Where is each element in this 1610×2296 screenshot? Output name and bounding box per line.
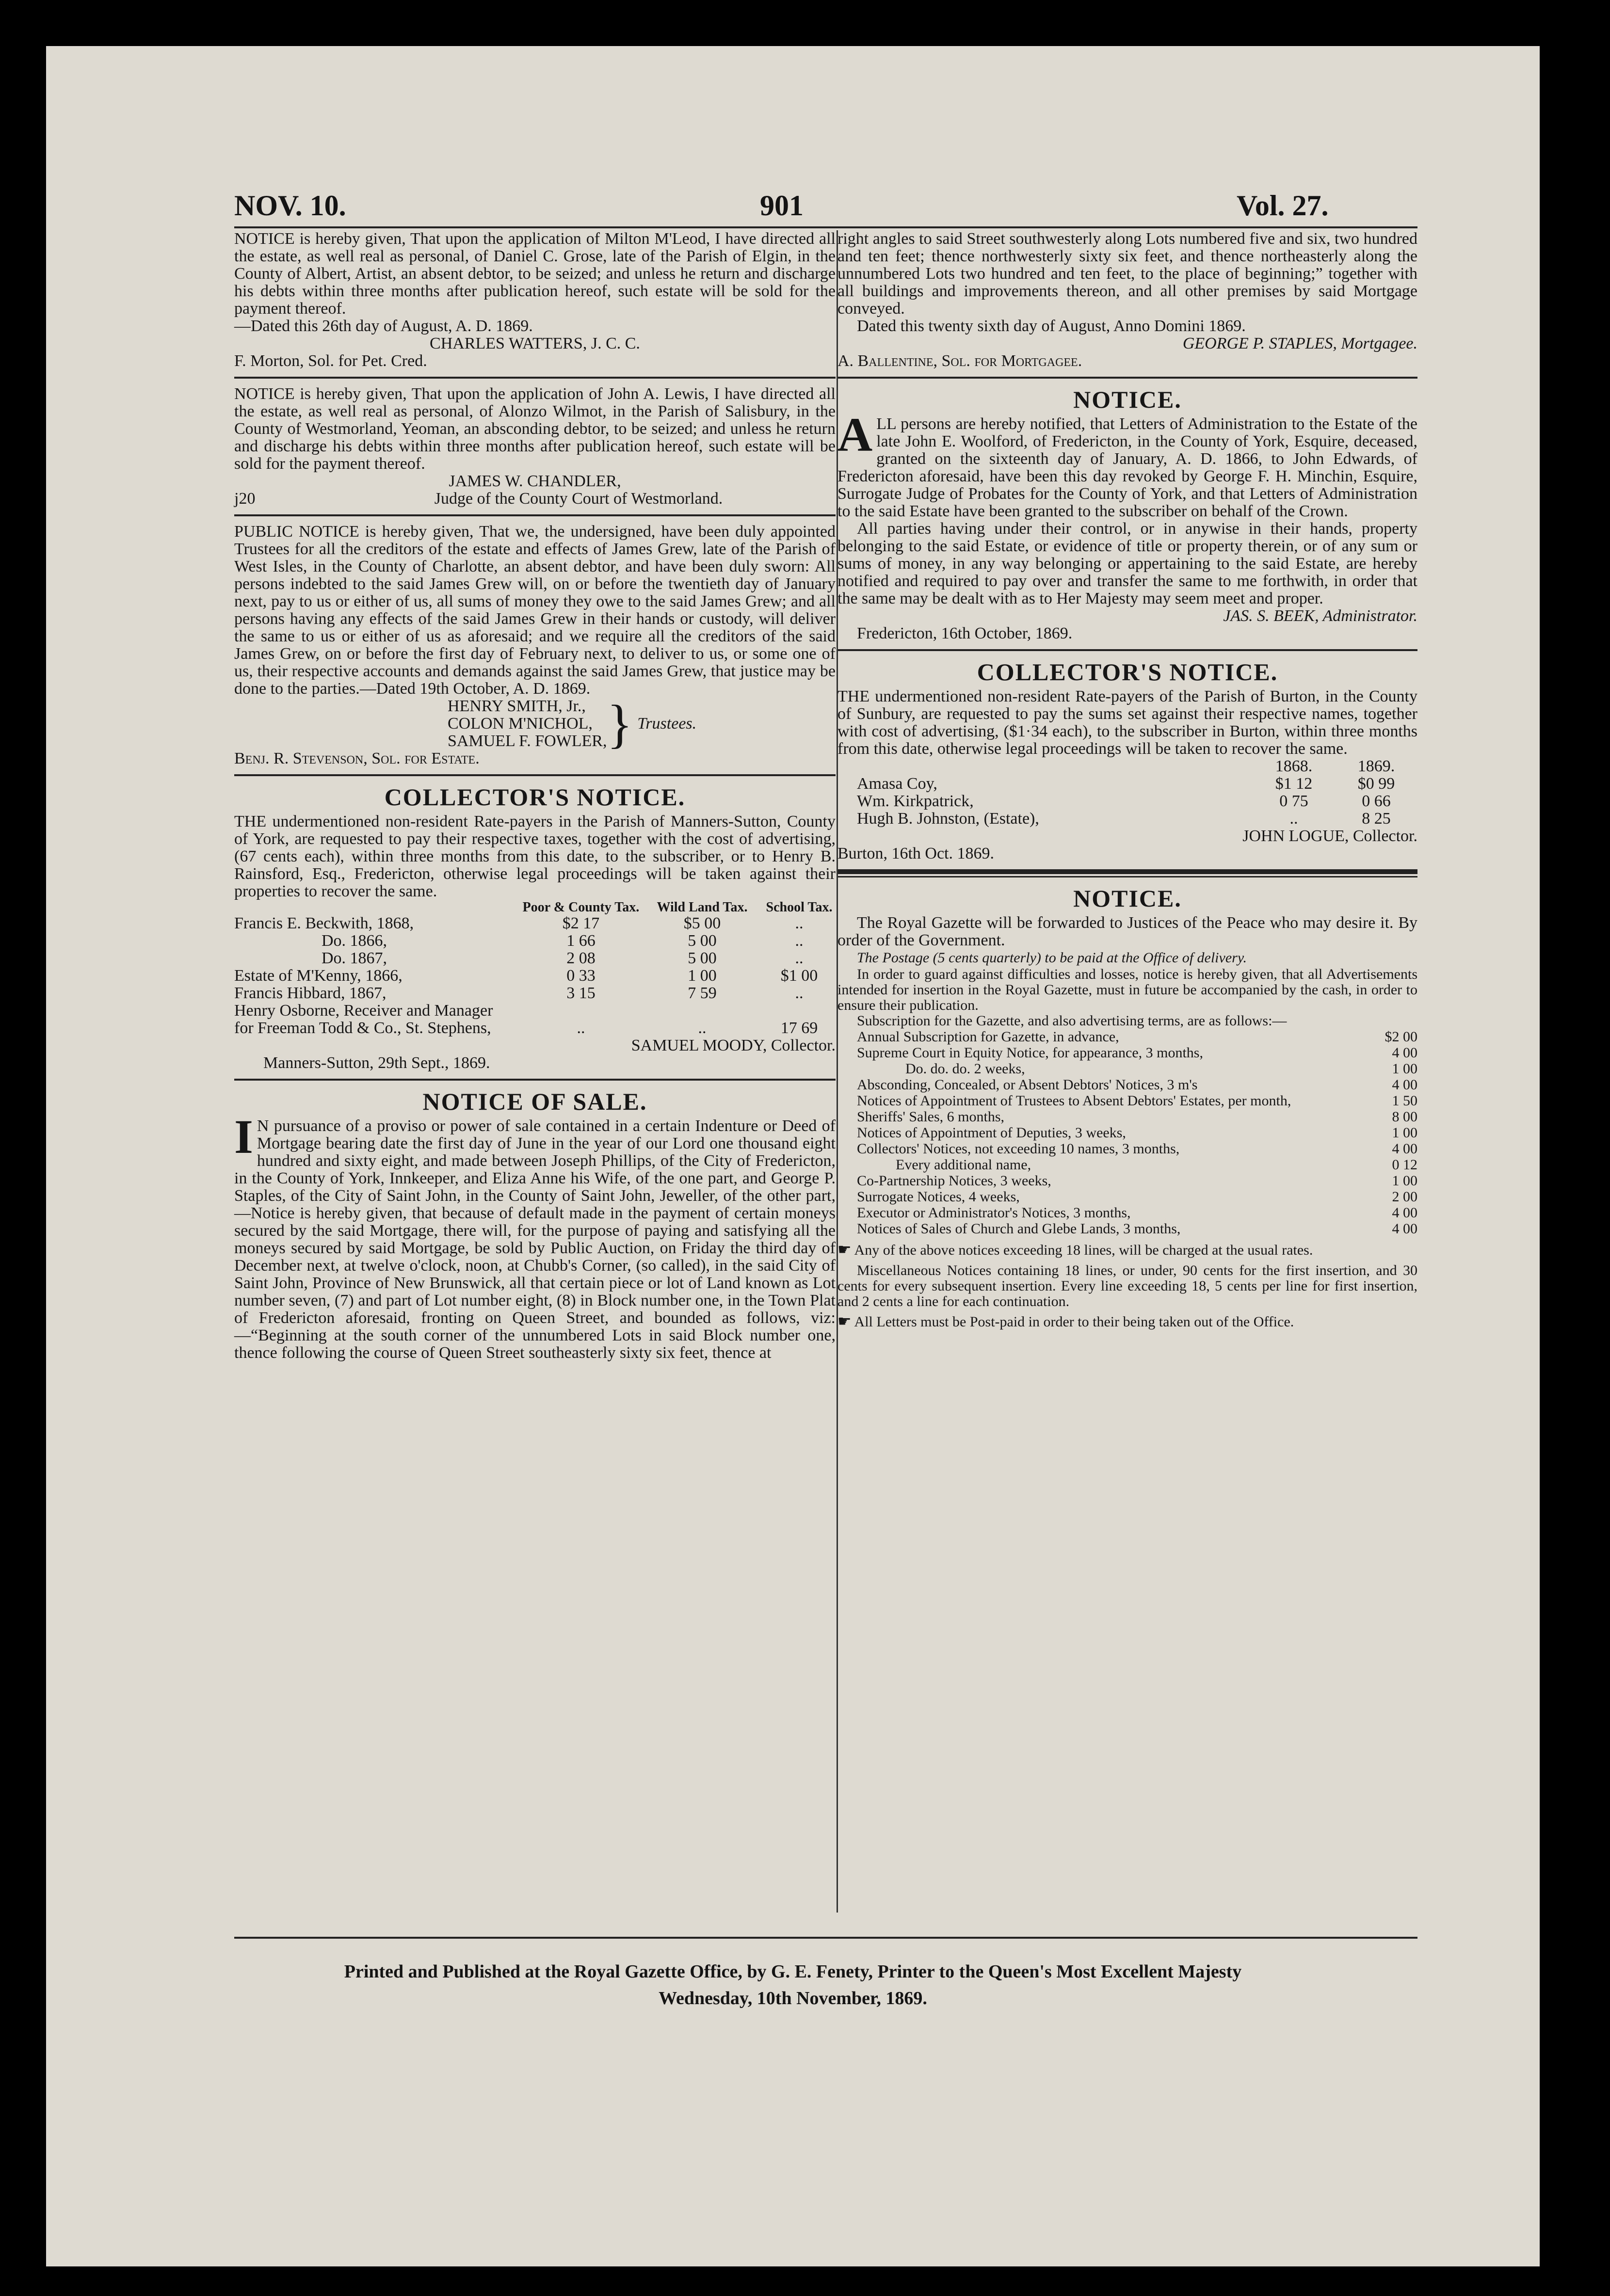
- double-rule-bottom: [837, 876, 1417, 877]
- notice-wilmot-signer: JAMES W. CHANDLER,: [449, 472, 621, 490]
- table-row: Wm. Kirkpatrick, 0 75 0 66: [857, 792, 1391, 810]
- sale-notice-signer: GEORGE P. STAPLES, Mortgagee.: [1182, 335, 1417, 352]
- table-row: Amasa Coy, $1 12 $0 99: [857, 775, 1395, 793]
- collector-notice-dated: Manners-Sutton, 29th Sept., 1869.: [263, 1054, 490, 1072]
- table-row: Do. 1866, 1 66 5 00 ..: [322, 932, 804, 950]
- burton-notice-title: COLLECTOR'S NOTICE.: [977, 658, 1278, 686]
- rates-list: [837, 1029, 1417, 1237]
- notice-grose-body: NOTICE is hereby given, That upon the application of Milton M'Leod, I have directed all the estate, as well real as personal, of Daniel C. Grose, late of the Parish of Elgin, in the County of Albert, Artist, an absent debtor, to be seized; and unless he return and discharge his debts within three months after publication hereof, such estate will be sold for the payment thereof.: [234, 230, 836, 318]
- list-item: Do. do. do. 2 weeks, 1 00: [905, 1061, 1417, 1077]
- woolford-notice-dated: Fredericton, 16th October, 1869.: [857, 624, 1073, 642]
- header-volume: Vol. 27.: [1237, 190, 1329, 222]
- gazette-notice-p6: Miscellaneous Notices containing 18 lines, or under, 90 cents for the first insertion, and 30 cents for every subsequent insertion. Every line exceeding 18, 5 cents per line for first insertion, and 2 cents a line for each continuation.: [837, 1262, 1417, 1309]
- notice-grose-signer: CHARLES WATTERS, J. C. C.: [430, 335, 640, 352]
- gazette-notice-p1: The Royal Gazette will be forwarded to Justices of the Peace who may desire it. By order of the Government.: [837, 914, 1417, 949]
- collector-notice-title: COLLECTOR'S NOTICE.: [384, 783, 686, 811]
- header-rule: [234, 226, 1417, 228]
- notice-wilmot-body: NOTICE is hereby given, That upon the application of John A. Lewis, I have directed all the estate, as well real as personal, of Alonzo Wilmot, in the Parish of Salisbury, in the County of Westmorland, Yeoman, an absconding debtor, to be seized; and unless he return and discharge his debts within three months after publication hereof, such estate will be sold for the payment thereof.: [234, 385, 836, 473]
- pointing-hand-icon: ☛: [837, 1312, 852, 1330]
- list-item: Supreme Court in Equity Notice, for appearance, 3 months, 4 00: [857, 1045, 1417, 1061]
- divider: [837, 649, 1417, 651]
- sale-notice-dropcap: I: [234, 1110, 253, 1164]
- double-rule-top: [837, 869, 1417, 874]
- notice-grose-dated: —Dated this 26th day of August, A. D. 1869.: [234, 317, 533, 335]
- collector-notice-signer: SAMUEL MOODY, Collector.: [631, 1036, 836, 1054]
- gazette-notice-title: NOTICE.: [1073, 885, 1182, 912]
- sale-notice-body: I N pursuance of a proviso or power of sale contained in a certain Indenture or Deed of Mortgage bearing date the first day of June in the year of our Lord one thousand eight hundred and sixty eight, and made between Joseph Phillips, of the City of Fredericton, in the County of York, Innkeeper, and Eliza Anne his Wife, of the one part, and George P. Staples, of the City of Saint John, in the County of Saint John, Jeweller, of the other part,—Notice is hereby given, that because of default made in the payment of certain moneys secured by the said Mortgage, there will, for the purpose of paying and satisfying all the moneys secured by said Mortgage, be sold by Public Auction, on Friday the third day of December next, at twelve o'clock, noon, at Chubb's Corner, (so called), in the said City of Saint John, Province of New Brunswick, all that certain piece or lot of Land known as Lot number seven, (7) and part of Lot number eight, (8) in Block number one, in the Town Plat of Fredericton aforesaid, fronting on Queen Street, and bounded as follows, viz:—“Beginning at the south corner of the unnumbered Lots in said Block number one, thence following the course of Queen Street southeasterly sixty six feet, thence at: [234, 1110, 836, 1362]
- woolford-notice-body: ALL persons are hereby notified, that Letters of Administration to the Estate of the late John E. Woolford, of Fredericton, in the County of York, Esquire, deceased, granted on the sixteenth day of January, A. D. 1866, to John Edwards, of Fredericton aforesaid, have been this day revoked by George F. H. Minchin, Esquire, Surrogate Judge of Probates for the County of York, and that Letters of Administration to the said Estate have been granted to the subscriber on behalf of the Crown.: [837, 408, 1417, 520]
- list-item: Collectors' Notices, not exceeding 10 names, 3 months, 4 00: [857, 1141, 1417, 1157]
- notice-grew-body: PUBLIC NOTICE is hereby given, That we, the undersigned, have been duly appointed Trustees for all the creditors of the estate and effects of James Grew, late of the Parish of West Isles, in the County of Charlotte, an absent debtor, and have been duly sworn: All persons indebted to the said James Grew will, on or before the twentieth day of January next, pay to us or either of us, all sums of money they owe to the said James Grew; and all persons having any effects of the said James Grew in their hands or custody, will deliver the same to us or either of us as aforesaid; and we require all the creditors of the said James Grew, on or before the first day of February next, to deliver to us, or some one of us, their respective accounts and demands against the said James Grew, that justice may be done to the parties.—Dated 19th October, A. D. 1869.: [234, 523, 836, 698]
- list-item: Annual Subscription for Gazette, in advance, $2 00: [857, 1029, 1417, 1045]
- sale-notice-title: NOTICE OF SALE.: [422, 1088, 647, 1115]
- header-page-number: 901: [760, 190, 804, 222]
- gazette-notice-p3: In order to guard against difficulties and losses, notice is hereby given, that all Advertisements intended for insertion in the Royal Gazette, must in future be accompanied by the cash, in order to ensure their publication.: [837, 966, 1417, 1013]
- list-item: Sheriffs' Sales, 6 months, 8 00: [857, 1109, 1417, 1125]
- divider: [234, 377, 836, 379]
- table-row: Francis E. Beckwith, 1868, $2 17 $5 00 ..: [234, 914, 804, 932]
- col-school: School Tax.: [766, 900, 833, 915]
- list-item: Notices of Appointment of Trustees to Absent Debtors' Estates, per month, 1 50: [857, 1093, 1417, 1109]
- burton-table-header: 1868. 1869.: [1275, 757, 1395, 775]
- gazette-page: [46, 46, 1540, 2266]
- list-item: Notices of Appointment of Deputies, 3 weeks, 1 00: [857, 1125, 1417, 1141]
- woolford-notice-dropcap: A: [837, 408, 873, 462]
- notice-wilmot-code: j20: [234, 490, 256, 508]
- woolford-notice-signer: JAS. S. BEEK, Administrator.: [1223, 607, 1417, 625]
- burton-notice-signer: JOHN LOGUE, Collector.: [1242, 827, 1417, 845]
- trustee-1: HENRY SMITH, Jr.,: [448, 697, 586, 715]
- trustee-3: SAMUEL F. FOWLER,: [448, 732, 607, 750]
- sale-notice-dated: Dated this twenty sixth day of August, Anno Domini 1869.: [857, 317, 1246, 335]
- list-item: Every additional name, 0 12: [896, 1157, 1417, 1173]
- table-row: Hugh B. Johnston, (Estate), .. 8 25: [857, 810, 1391, 828]
- table-row: Henry Osborne, Receiver and Manager for Freeman Todd & Co., St. Stephens, .. .. 17 69: [234, 1002, 818, 1037]
- footer-rule: [234, 1937, 1417, 1939]
- footer-date: Wednesday, 10th November, 1869.: [659, 1988, 927, 2009]
- notice-grew-solicitor: Benj. R. Stevenson, Sol. for Estate.: [234, 749, 480, 767]
- notice-grew-trustees: [448, 694, 836, 753]
- header-date: NOV. 10.: [234, 190, 346, 222]
- woolford-notice-body-2: All parties having under their control, or in anywise in their hands, property belonging to the said Estate, or evidence of title or property therein, or of any sum or sums of money, in any way belonging or appertaining to the said Estate, are hereby notified and required to pay over and transfer the same to me forthwith, in order that the same may be dealt with as to Her Majesty may seem meet and proper.: [837, 520, 1417, 607]
- trustee-brace: }: [607, 694, 633, 753]
- pointing-hand-icon: ☛: [837, 1240, 852, 1259]
- divider: [234, 1079, 836, 1081]
- tax-table: [234, 915, 836, 1037]
- list-item: Notices of Sales of Church and Glebe Lands, 3 months, 4 00: [857, 1221, 1417, 1237]
- divider: [837, 377, 1417, 379]
- woolford-notice-title: NOTICE.: [1073, 386, 1182, 413]
- list-item: Surrogate Notices, 4 weeks, 2 00: [857, 1189, 1417, 1205]
- notice-wilmot-title: Judge of the County Court of Westmorland.: [434, 490, 723, 508]
- divider: [234, 774, 836, 776]
- gazette-notice-p5: ☛ Any of the above notices exceeding 18 lines, will be charged at the usual rates.: [837, 1240, 1313, 1259]
- footer-imprint: Printed and Published at the Royal Gazette Office, by G. E. Fenety, Printer to the Queen's Most Excellent Majesty: [344, 1961, 1242, 1982]
- col-poor-county: Poor & County Tax.: [522, 900, 640, 915]
- list-item: Absconding, Concealed, or Absent Debtors' Notices, 3 m's 4 00: [857, 1077, 1417, 1093]
- gazette-notice-p7: ☛ All Letters must be Post-paid in order to their being taken out of the Office.: [837, 1312, 1294, 1330]
- trustee-2: COLON M'NICHOL,: [448, 715, 593, 733]
- col-wild-land: Wild Land Tax.: [657, 900, 748, 915]
- sale-notice-continued: right angles to said Street southwesterly along Lots numbered five and six, two hundred and ten feet; thence northwesterly sixty six feet, and thence northeasterly along the unnumbered Lots two hundred and ten feet, to the place of beginning;” together with all buildings and improvements thereon, and all other premises by said Mortgage conveyed.: [837, 230, 1417, 318]
- table-row: Francis Hibbard, 1867, 3 15 7 59 ..: [234, 984, 804, 1002]
- table-row: Estate of M'Kenny, 1866, 0 33 1 00 $1 00: [234, 967, 818, 985]
- column-divider: [837, 230, 838, 1913]
- gazette-notice-p4: Subscription for the Gazette, and also advertising terms, are as follows:—: [857, 1013, 1287, 1029]
- list-item: Co-Partnership Notices, 3 weeks, 1 00: [857, 1173, 1417, 1189]
- gazette-notice-postage: The Postage (5 cents quarterly) to be paid at the Office of delivery.: [857, 950, 1247, 966]
- notice-wilmot-footer: [234, 490, 836, 508]
- trustees-label: Trustees.: [637, 715, 697, 733]
- left-column: [234, 230, 836, 1362]
- tax-table-header: [234, 900, 836, 915]
- list-item: Executor or Administrator's Notices, 3 months, 4 00: [857, 1205, 1417, 1221]
- notice-grose-solicitor: F. Morton, Sol. for Pet. Cred.: [234, 352, 427, 370]
- burton-notice-body: THE undermentioned non-resident Rate-payers of the Parish of Burton, in the County of Sunbury, are requested to pay the sums set against their respective names, together with cost of advertising, ($1·34 each), to the subscriber in Burton, within three months from this date, otherwise legal proceedings will be taken to recover the same.: [837, 687, 1417, 758]
- right-column: [837, 230, 1417, 1330]
- divider: [234, 514, 836, 516]
- table-row: Do. 1867, 2 08 5 00 ..: [322, 949, 804, 967]
- sale-notice-solicitor: A. Ballentine, Sol. for Mortgagee.: [837, 352, 1082, 370]
- collector-notice-body: THE undermentioned non-resident Rate-payers in the Parish of Manners-Sutton, County of York, are requested to pay their respective taxes, together with the cost of advertising, (67 cents each), within three months from this date, to the subscriber, or to Henry B. Rainsford, Esq., Fredericton, otherwise legal proceedings will be taken against their properties to recover the same.: [234, 813, 836, 900]
- burton-notice-dated: Burton, 16th Oct. 1869.: [837, 845, 994, 862]
